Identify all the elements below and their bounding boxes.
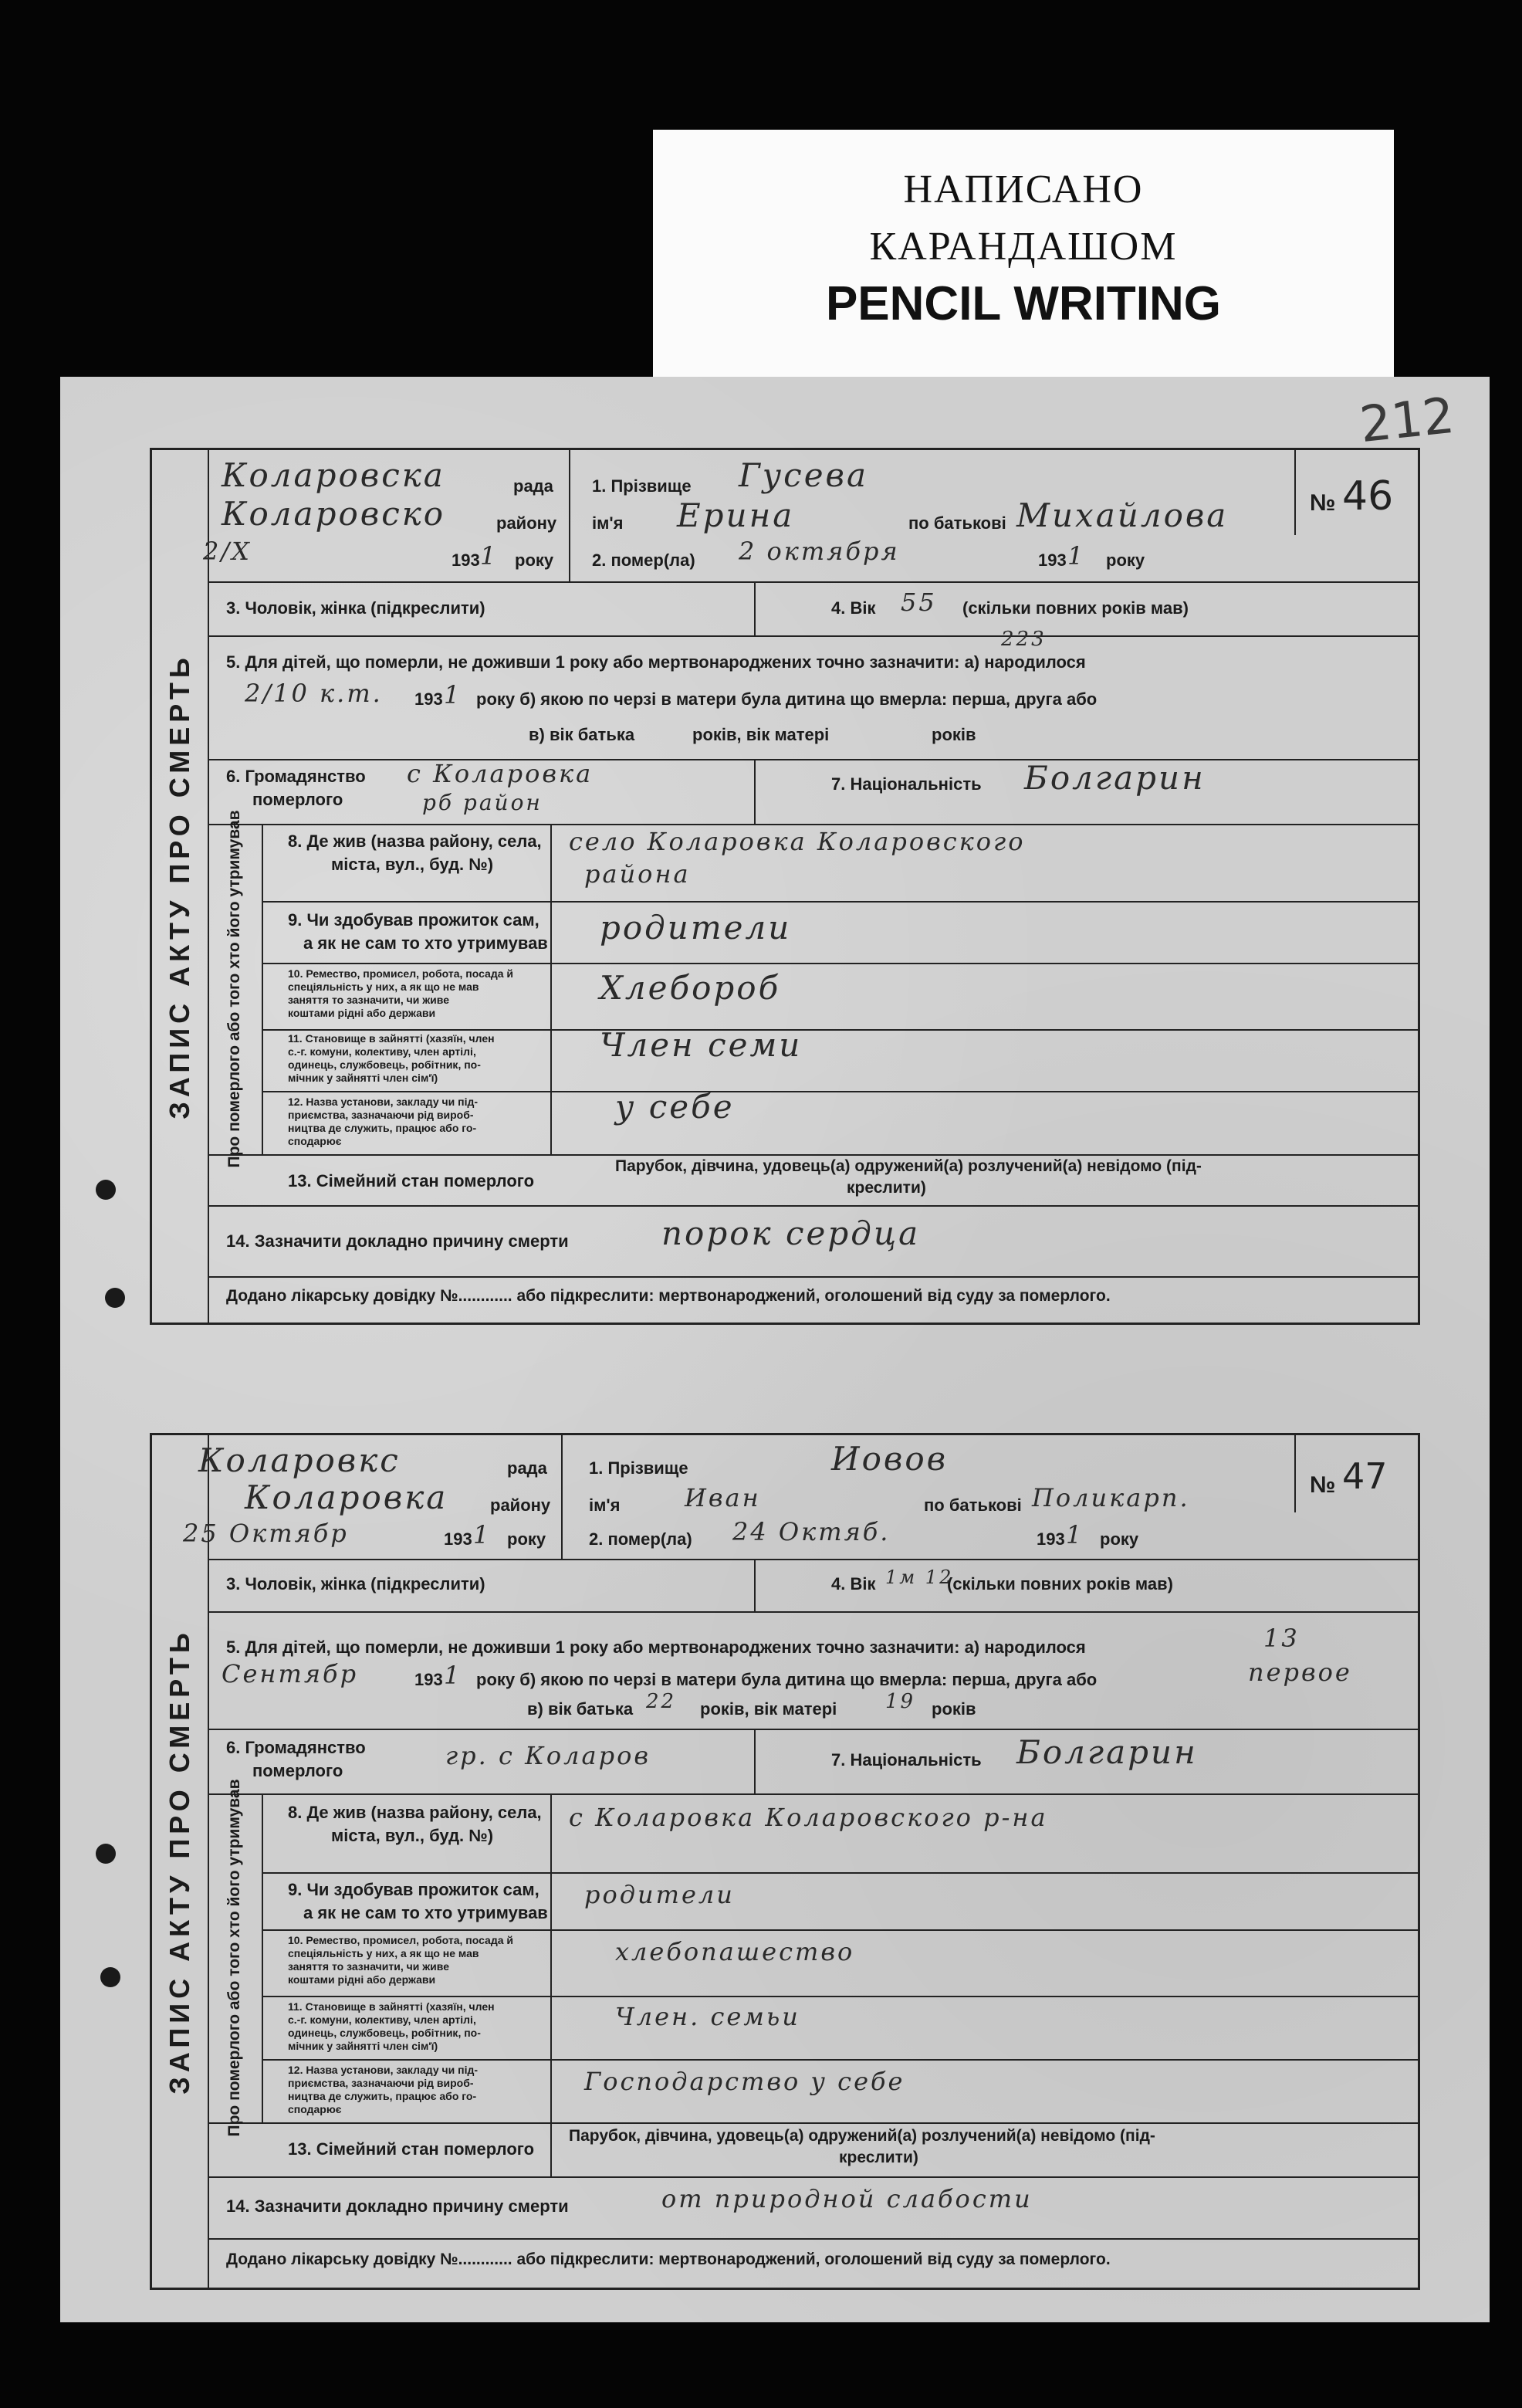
number-sign: № — [1310, 490, 1336, 516]
child-month-value: Сентябр — [222, 1659, 359, 1688]
record-number: 47 — [1342, 1455, 1388, 1497]
footer-note: Додано лікарську довідку №............ або підкреслити: мертвонароджений, оголошений від суду за померлого. — [226, 1287, 1111, 1305]
footer-note: Додано лікарську довідку №............ або підкреслити: мертвонароджений, оголошений від суду за померлого. — [226, 2251, 1111, 2268]
position-value: Член. семьи — [615, 2002, 800, 2031]
age-label: 4. Вік — [831, 598, 876, 618]
name-label: ім'я — [592, 513, 624, 533]
citizenship-value: гр. с Коларов — [445, 1741, 651, 1770]
residence-value: село Коларовка Коларовского — [569, 827, 1026, 856]
child-birth-value: 13 — [1263, 1624, 1300, 1653]
sex-label: 3. Чоловік, жінка (підкреслити) — [226, 598, 485, 618]
occupation-value: хлебопашество — [615, 1937, 855, 1966]
form-side-title: ЗАПИС АКТУ ПРО СМЕРТЬ — [152, 1435, 209, 2288]
cause-of-death-value: порок сердца — [661, 1214, 921, 1252]
patronymic-value: Поликарп. — [1032, 1483, 1190, 1512]
rada-value: Коларовска — [222, 456, 445, 494]
label-line-1: НАПИСАНО — [903, 168, 1144, 212]
support-value: родители — [584, 1880, 735, 1909]
rayon-value: Коларовско — [222, 495, 446, 533]
rada-label: рада — [513, 476, 553, 496]
record-date-value: 2/Х — [203, 537, 252, 566]
form-side-title: ЗАПИС АКТУ ПРО СМЕРТЬ — [152, 450, 209, 1323]
employer-value: Господарство у себе — [584, 2067, 905, 2096]
citizenship-value: с Коларовка — [407, 759, 594, 788]
death-record-form-1: ЗАПИС АКТУ ПРО СМЕРТЬ Коларовска рада Коларовско району 2/Х 193 1 року 1. Прізвище Гусева ім'я Ерина по батькові Михайлова 2. помер(ла) 2 октября 193 1 року № 46 3. Чоловік, жінка (підкреслити) 4. Вік 55 (скільки повних років мав) 223 5. Для дітей, що померли, не доживши 1 року або мертвонароджених точно зазначити: а) народилося 2/10 к.т. 193 1 року б) якою по черзі в матери була дитина що вмерла: перша, друга або в) вік батька років, вік матері років 6. Громадянство померлого с Коларовка рб район 7. Національність Болгарин Про померлого або того хто його утримував 8. Де жив (назва району, села, міста, вул., буд. №) село Коларовка Коларовского района 9. Чи здобував прожиток сам, а як не сам то хто утримував родители 10. Ремество, промисел, робота, посада й спеціяльність у них, а як що не мав заняття то зазначити, чи живе коштами рідні або держави Хлебороб 11. Становище в зайнятті (хазяїн, член с.-г. комуни, колективу, член артілі, одинець, службовець, робітник, по- мічник у зайнятті член сім'ї) Член семи 12. Назва установи, закладу чи під- приємства, зазначаючи рід вироб- ництва де служить, працює або го- сподарює у себе 13. Сімейний стан померлого Парубок, дівчина, удовець(а) одружений(а) розлучений(а) невідомо (під- креслити) 14. Зазначити докладно причину смерти порок сердца Додано лікарську довідку №............ або підкреслити: мертвонароджений, оголошений від суду за померлого. — [150, 448, 1420, 1325]
residence-value: с Коларовка Коларовского р-на — [569, 1803, 1048, 1832]
punch-hole — [100, 1967, 120, 1987]
rayon-label: району — [496, 513, 557, 533]
folio-number: 212 — [1357, 387, 1457, 455]
position-value: Член семи — [600, 1026, 803, 1064]
label-line-2: КАРАНДАШОМ — [869, 225, 1178, 269]
deceased-subsection: Про померлого або того хто його утримував — [208, 1793, 263, 2122]
punch-hole — [96, 1180, 116, 1200]
age-value: 55 — [901, 588, 937, 617]
died-date-value: 2 октября — [739, 537, 900, 566]
surname-value: Иовов — [831, 1440, 949, 1478]
record-date-value: 25 Октябр — [183, 1519, 349, 1548]
mother-age-value: 19 — [885, 1690, 916, 1713]
death-record-form-2: ЗАПИС АКТУ ПРО СМЕРТЬ Коларовкс рада Коларовка району 25 Октябр 193 1 року 1. Прізвище Иовов ім'я Иван по батькові Поликарп. 2. помер(ла) 24 Октяб. 193 1 року № 47 3. Чоловік, жінка (підкреслити) 4. Вік 1м 12 (скільки повних років мав) 5. Для дітей, що померли, не доживши 1 року або мертвонароджених точно зазначити: а) народилося 13 Сентябр 193 1 року б) якою по черзі в матери була дитина що вмерла: перша, друга або первое в) вік батька 22 років, вік матері 19 років 6. Громадянство померлого гр. с Коларов 7. Національність Болгарин Про померлого або того хто його утримував 8. Де жив (назва району, села, міста, вул., буд. №) с Коларовка Коларовского р-на 9. Чи здобував прожиток сам, а як не сам то хто утримував родители 10. Ремество, промисел, робота, посада й спеціяльність у них, а як що не мав заняття то зазначити, чи живе коштами рідні або держави хлебопашество 11. Становище в зайнятті (хазяїн, член с.-г. комуни, колективу, член артілі, одинець, службовець, робітник, по- мічник у зайнятті член сім'ї) Член. семьи 12. Назва установи, закладу чи під- приємства, зазначаючи рід вироб- ництва де служить, працює або го- сподарює Господарство у себе 13. Сімейний стан померлого Парубок, дівчина, удовець(а) одружений(а) розлучений(а) невідомо (під- креслити) 14. Зазначити докладно причину смерти от природной слабости Додано лікарську довідку №............ або підкреслити: мертвонароджений, оголошений від суду за померлого. — [150, 1433, 1420, 2290]
died-label: 2. помер(ла) — [592, 550, 695, 570]
patronymic-value: Михайлова — [1016, 496, 1229, 534]
surname-value: Гусева — [739, 456, 869, 494]
name-value: Ерина — [677, 496, 795, 534]
employer-value: у себе — [615, 1088, 735, 1126]
label-line-3: PENCIL WRITING — [825, 277, 1222, 330]
pencil-writing-label — [653, 130, 1394, 377]
support-value: родители — [600, 909, 792, 947]
died-date-value: 24 Октяб. — [732, 1517, 891, 1546]
name-value: Иван — [685, 1483, 761, 1512]
father-age-value: 22 — [646, 1690, 677, 1713]
child-info-label: 5. Для дітей, що померли, не доживши 1 року або мертвонароджених точно зазначити: а) народилося — [226, 652, 1086, 672]
child-order-value: первое — [1248, 1658, 1352, 1687]
nationality-value: Болгарин — [1024, 759, 1206, 797]
surname-label: 1. Прізвище — [592, 476, 692, 496]
cause-of-death-value: от природной слабости — [661, 2184, 1033, 2213]
punch-hole — [105, 1288, 125, 1308]
nationality-value: Болгарин — [1016, 1733, 1198, 1771]
marital-status-options: Парубок, дівчина, удовець(а) одружений(а) розлучений(а) невідомо (під- — [569, 2127, 1155, 2145]
punch-hole — [96, 1844, 116, 1864]
age-note: 223 — [1001, 628, 1047, 651]
age-value: 1м 12 — [885, 1566, 954, 1588]
child-birth-value: 2/10 к.т. — [245, 679, 383, 708]
occupation-value: Хлебороб — [600, 969, 781, 1007]
marital-status-options: Парубок, дівчина, удовець(а) одружений(а) розлучений(а) невідомо (під- — [615, 1157, 1202, 1175]
record-number: 46 — [1342, 473, 1394, 520]
rayon-value: Коларовка — [245, 1478, 448, 1516]
rada-value: Коларовкс — [198, 1441, 401, 1479]
patronymic-label: по батькові — [908, 513, 1006, 533]
deceased-subsection: Про померлого або того хто його утримував — [208, 824, 263, 1154]
